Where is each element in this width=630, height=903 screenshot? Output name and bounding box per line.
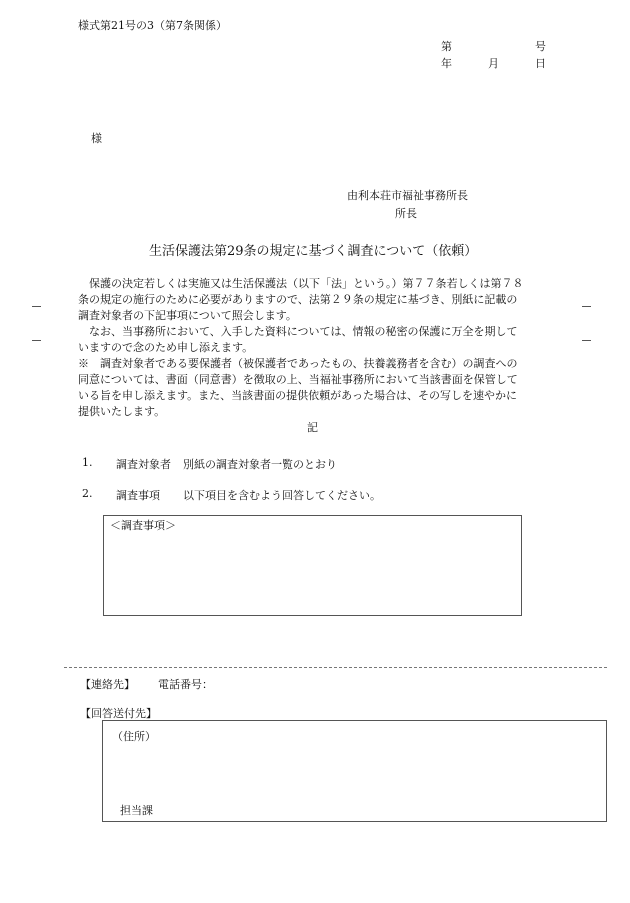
number-suffix: 号 (535, 40, 546, 53)
date-month: 月 (488, 57, 499, 70)
recipient-honorific: 様 (91, 132, 102, 145)
reply-address-box (102, 720, 607, 822)
survey-items-label: ＜調査事項＞ (110, 519, 176, 532)
item-1-number: 1. (82, 456, 93, 469)
reply-destination-label: 【回答送付先】 (80, 707, 157, 720)
body-line: なお、当事務所において、入手した資料については、情報の秘密の保護に万全を期して (89, 325, 518, 338)
address-label: （住所） (112, 730, 156, 743)
cut-line (64, 667, 607, 668)
item-2-label: 調査事項 (116, 489, 160, 502)
body-line: いますので念のため申し添えます。 (78, 341, 254, 354)
contact-label: 【連絡先】 (80, 678, 135, 691)
margin-tick (32, 306, 41, 307)
item-2-number: 2. (82, 487, 93, 500)
survey-items-box (103, 515, 522, 616)
note-line: いる旨を申し添えます。また、当該書面の提供依頼があった場合は、その写しを速やかに (78, 389, 518, 402)
item-2-text: 以下項目を含むよう回答してください。 (183, 489, 381, 502)
note-line: ※ 調査対象者である要保護者（被保護者であったもの、扶養義務者を含む）の調査への (78, 357, 518, 370)
margin-tick (582, 306, 591, 307)
sender-title: 所長 (395, 207, 417, 220)
sender-office: 由利本荘市福祉事務所長 (347, 189, 468, 202)
margin-tick (582, 340, 591, 341)
body-paragraph-1 (78, 276, 548, 420)
section-label: 担当課 (120, 804, 153, 817)
item-1-label: 調査対象者 (116, 458, 171, 471)
note-line: 提供いたします。 (78, 405, 166, 418)
item-1-text: 別紙の調査対象者一覧のとおり (183, 458, 337, 471)
date-day: 日 (535, 57, 546, 70)
date-year: 年 (441, 57, 452, 70)
form-number: 様式第21号の3（第7条関係） (78, 19, 227, 32)
body-line: 保護の決定若しくは実施又は生活保護法（以下「法」という。）第７７条若しくは第７８ (89, 277, 524, 290)
note-line: 同意については、書面（同意書）を徴取の上、当福祉事務所において当該書面を保管して (78, 373, 518, 386)
body-line: 調査対象者の下記事項について照会します。 (78, 309, 297, 322)
number-prefix: 第 (441, 40, 452, 53)
document-title: 生活保護法第29条の規定に基づく調査について（依頼） (149, 244, 478, 259)
ki-heading: 記 (307, 421, 318, 434)
phone-label: 電話番号： (158, 678, 213, 691)
margin-tick (32, 340, 41, 341)
body-line: 条の規定の施行のために必要がありますので、法第２９条の規定に基づき、別紙に記載の (78, 293, 518, 306)
